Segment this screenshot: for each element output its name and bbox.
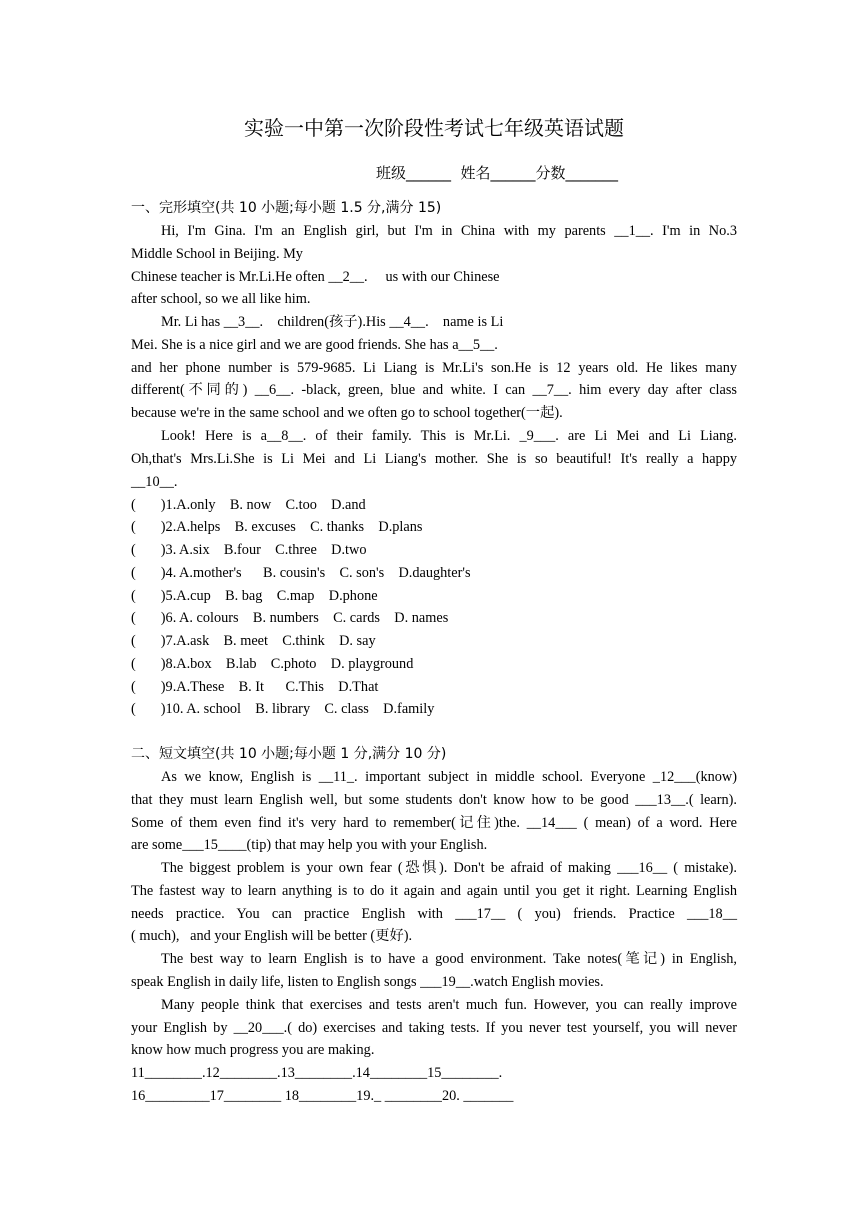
question-option-row: ( )8.A.box B.lab C.photo D. playground (131, 656, 414, 672)
question-option-row: ( )5.A.cup B. bag C.map D.phone (131, 588, 378, 604)
answer-blanks-row: 16_________17________ 18________19._ ________20. _______ (131, 1088, 514, 1104)
passage1-line: Mei. She is a nice girl and we are good friends. She has a__5__. (131, 337, 498, 353)
passage2-line: The biggest problem is your own fear (恐惧). Don't be afraid of making ___16__ ( mistake). (161, 860, 737, 876)
student-info-line: 班级______ 姓名______分数_______ (376, 164, 619, 182)
passage1-line: after school, so we all like him. (131, 291, 311, 307)
passage1-line: Look! Here is a__8__. of their family. This is Mr.Li. _9___. are Li Mei and Li Liang. (161, 428, 737, 444)
passage2-line: needs practice. You can practice English with ___17__ ( you) friends. Practice ___18__ (131, 906, 737, 922)
section2-heading: 二、短文填空(共 10 小题;每小题 1 分,满分 10 分) (131, 746, 447, 762)
question-option-row: ( )2.A.helps B. excuses C. thanks D.plans (131, 519, 423, 535)
passage2-line: know how much progress you are making. (131, 1042, 375, 1058)
passage1-line: different(不同的) __6__. -black, green, blue and white. I can __7__. him every day after class (131, 382, 737, 398)
passage1-line: Chinese teacher is Mr.Li.He often __2__. us with our Chinese (131, 269, 500, 285)
passage1-line: and her phone number is 579-9685. Li Liang is Mr.Li's son.He is 12 years old. He likes many (131, 360, 737, 376)
question-option-row: ( )10. A. school B. library C. class D.family (131, 701, 435, 717)
passage2-line: The fastest way to learn anything is to do it again and again until you get it right. Learning English (131, 883, 737, 899)
passage2-line: Many people think that exercises and tests aren't much fun. However, you can really improve (161, 997, 737, 1013)
section1-heading: 一、完形填空(共 10 小题;每小题 1.5 分,满分 15) (131, 200, 442, 216)
question-option-row: ( )1.A.only B. now C.too D.and (131, 497, 366, 513)
passage2-line: Some of them even find it's very hard to remember(记住)the. __14___ ( mean) of a word. Here (131, 815, 737, 831)
question-option-row: ( )4. A.mother's B. cousin's C. son's D.daughter's (131, 565, 471, 581)
question-option-row: ( )3. A.six B.four C.three D.two (131, 542, 367, 558)
passage2-line: are some___15____(tip) that may help you with your English. (131, 837, 488, 853)
passage2-line: your English by __20___.( do) exercises and taking tests. If you never test yourself, you will never (131, 1020, 737, 1036)
question-option-row: ( )7.A.ask B. meet C.think D. say (131, 633, 376, 649)
question-option-row: ( )6. A. colours B. numbers C. cards D. names (131, 610, 449, 626)
answer-blanks-row: 11________.12________.13________.14________15________. (131, 1065, 503, 1081)
passage1-line: Mr. Li has __3__. children(孩子).His __4__. name is Li (161, 314, 504, 330)
passage2-line: As we know, English is __11_. important subject in middle school. Everyone _12___(know) (161, 769, 737, 785)
exam-title: 实验一中第一次阶段性考试七年级英语试题 (244, 116, 624, 140)
passage1-line: Hi, I'm Gina. I'm an English girl, but I'm in China with my parents __1__. I'm in No.3 (161, 223, 737, 239)
passage1-line: __10__. (131, 474, 178, 490)
passage2-line: The best way to learn English is to have a good environment. Take notes(笔记) in English, (161, 951, 737, 967)
passage2-line: that they must learn English well, but some students don't know how to be good ___13__.( learn). (131, 792, 737, 808)
passage1-line: Oh,that's Mrs.Li.She is Li Mei and Li Liang's mother. She is so beautiful! It's really a happy (131, 451, 737, 467)
passage2-line: ( much), and your English will be better (更好). (131, 928, 413, 944)
passage1-line: because we're in the same school and we often go to school together(一起). (131, 405, 563, 421)
passage2-line: speak English in daily life, listen to English songs ___19__.watch English movies. (131, 974, 604, 990)
passage1-line: Middle School in Beijing. My (131, 246, 303, 262)
question-option-row: ( )9.A.These B. It C.This D.That (131, 679, 379, 695)
